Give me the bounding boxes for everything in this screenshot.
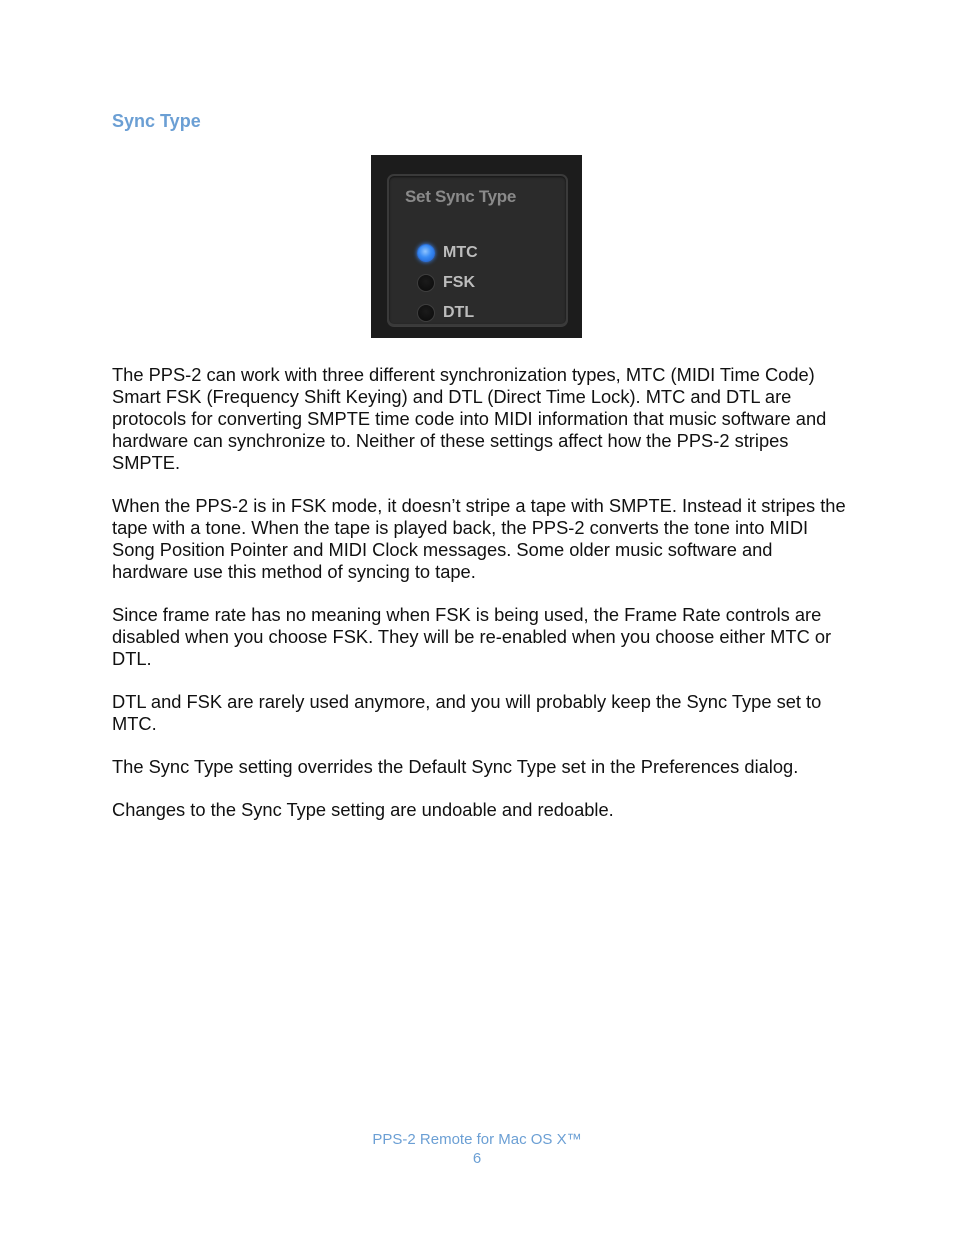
paragraph: Since frame rate has no meaning when FSK is being used, the Frame Rate controls are disabled when you choose FSK. They will be re-enabled when you choose either MTC or DTL. xyxy=(112,604,832,669)
radio-label: MTC xyxy=(443,244,478,261)
body-text xyxy=(112,364,848,842)
radio-label: DTL xyxy=(443,304,475,321)
radio-label: FSK xyxy=(443,274,475,291)
radio-option-dtl[interactable] xyxy=(417,302,474,324)
radio-option-mtc[interactable] xyxy=(417,242,478,264)
group-title: Set Sync Type xyxy=(405,187,517,206)
paragraph: Changes to the Sync Type setting are undoable and redoable. xyxy=(112,799,614,820)
page-number: 6 xyxy=(472,1150,482,1167)
paragraph: When the PPS-2 is in FSK mode, it doesn’t stripe a tape with SMPTE. Instead it stripes the tape with a tone. When the tape is played back, the PPS-2 converts the tone into MIDI Song Position Pointer and MIDI Clock messages. Some older music software and hardware use this method of syncing to tape. xyxy=(112,495,846,582)
section-heading: Sync Type xyxy=(112,111,201,131)
sync-type-panel-screenshot xyxy=(371,155,582,338)
paragraph: The Sync Type setting overrides the Default Sync Type set in the Preferences dialog. xyxy=(112,756,799,777)
radio-option-fsk[interactable] xyxy=(417,272,475,294)
radio-unselected-icon xyxy=(417,274,435,292)
paragraph: DTL and FSK are rarely used anymore, and you will probably keep the Sync Type set to MTC. xyxy=(112,691,822,734)
footer-title: PPS-2 Remote for Mac OS X™ xyxy=(372,1131,582,1148)
radio-selected-icon xyxy=(417,244,435,262)
radio-unselected-icon xyxy=(417,304,435,322)
paragraph: The PPS-2 can work with three different synchronization types, MTC (MIDI Time Code) Smart FSK (Frequency Shift Keying) and DTL (Direct Time Lock). MTC and DTL are protocols for converting SMPTE time code into MIDI information that music software and hardware can synchronize to. Neither of these settings affect how the PPS-2 stripes SMPTE. xyxy=(112,364,827,473)
sync-type-group-box xyxy=(387,174,568,326)
